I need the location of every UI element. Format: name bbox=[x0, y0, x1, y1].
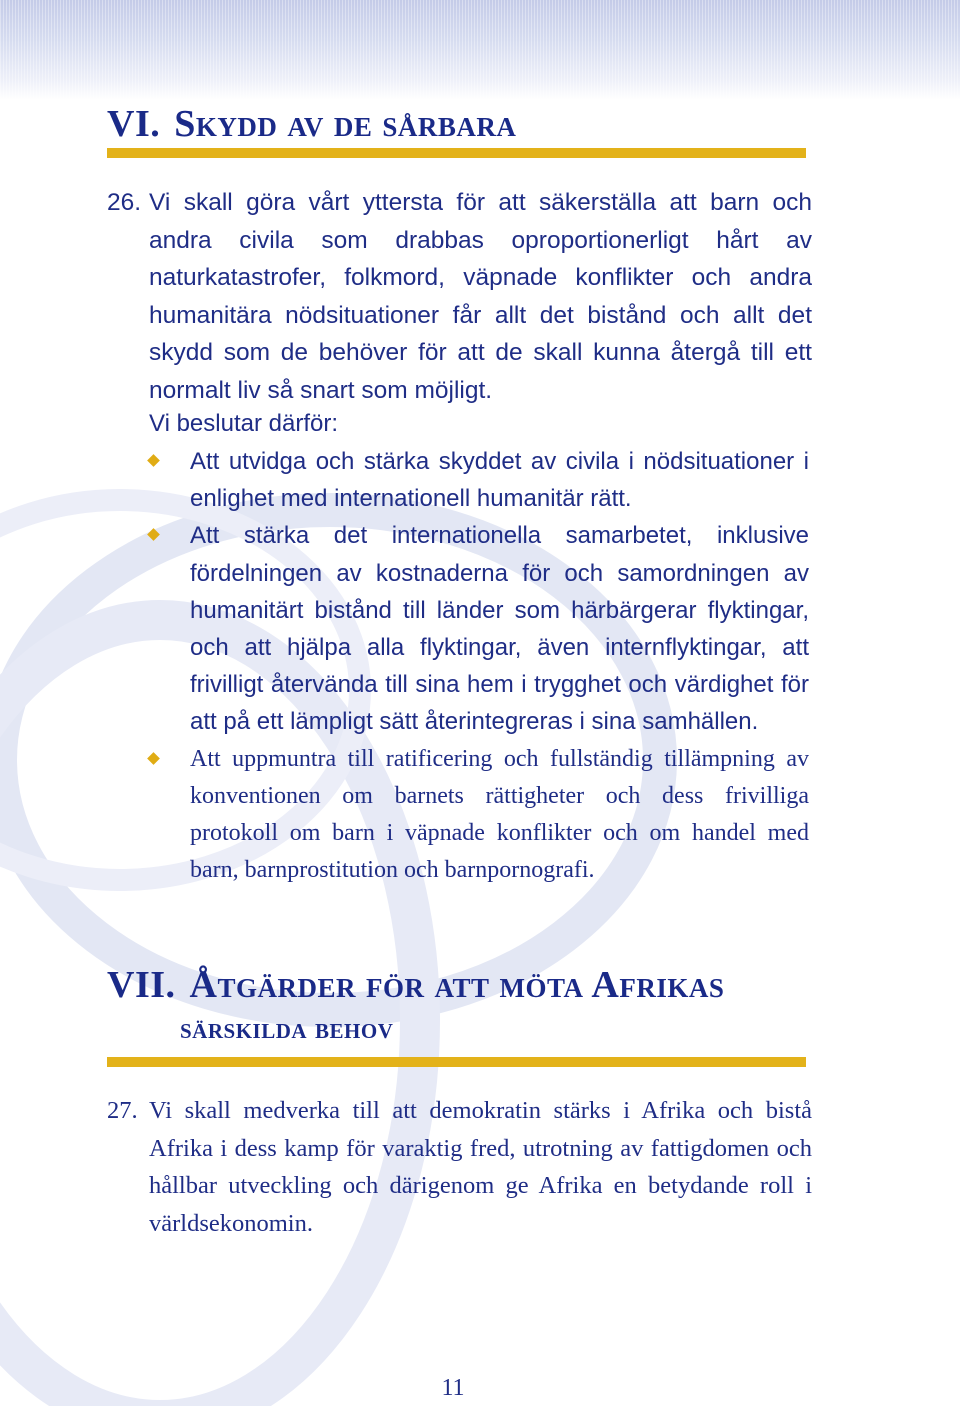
page-number: 11 bbox=[441, 1375, 465, 1401]
decision-bullet-list bbox=[149, 443, 809, 889]
diamond-bullet-icon bbox=[147, 529, 160, 542]
section-6-title: Skydd av de sårbara bbox=[174, 103, 517, 145]
section-7-title-line1: Åtgärder för att möta Afrikas bbox=[189, 964, 725, 1006]
bullet-item bbox=[149, 517, 809, 740]
paragraph-26 bbox=[107, 184, 812, 409]
section-7-heading-line2 bbox=[180, 1012, 393, 1046]
paragraph-27 bbox=[107, 1092, 812, 1242]
decision-intro: Vi beslutar därför: bbox=[149, 410, 338, 437]
diamond-bullet-icon bbox=[147, 752, 160, 765]
diamond-bullet-icon bbox=[147, 454, 160, 467]
section-6-heading bbox=[107, 102, 516, 146]
section-6-rule bbox=[107, 148, 806, 158]
bullet-item bbox=[149, 741, 809, 890]
paragraph-26-number: 26. bbox=[107, 189, 142, 216]
section-7-heading bbox=[107, 963, 724, 1007]
section-7-numeral: VII. bbox=[107, 964, 176, 1006]
section-7-rule bbox=[107, 1057, 806, 1067]
bullet-item bbox=[149, 443, 809, 517]
section-6-numeral: VI. bbox=[107, 103, 161, 145]
bullet-text: Att utvidga och stärka skyddet av civila i nödsituationer i enlighet med internationell humanitär rätt. bbox=[190, 448, 809, 513]
paragraph-26-text: Vi skall göra vårt yttersta för att säkerställa att barn och andra civila som drabbas oproportionerligt hårt av naturkatastrofer, folkmord, väpnade konflikter och andra humanitära nödsituationer får allt det bistånd och allt det skydd som de behöver för att de skall kunna återgå till ett normalt liv så snart som möjligt. bbox=[149, 189, 812, 404]
paragraph-27-text: Vi skall medverka till att demokratin stärks i Afrika och bistå Afrika i dess kamp för varaktig fred, utrotning av fattigdomen och hållbar utveckling och därigenom ge Afrika en betydande roll i världsekonomin. bbox=[149, 1097, 812, 1237]
bullet-text: Att stärka det internationella samarbetet, inklusive fördelningen av kostnaderna för och samordningen av humanitärt bistånd till länder som härbärgerar flyktingar, och att hjälpa alla flyktingar, även internflyktingar, att frivilligt återvända till sina hem i trygghet och värdighet för att på ett lämpligt sätt återintegreras i sina samhällen. bbox=[190, 522, 809, 736]
bullet-text: Att uppmuntra till ratificering och fullständig tillämpning av konventionen om barnets rättigheter och dess frivilliga protokoll om barn i väpnade konflikter och om handel med barn, barnprostitution och barnpornografi. bbox=[190, 745, 809, 884]
section-7-title-line2: särskilda behov bbox=[180, 1012, 394, 1045]
paragraph-27-number: 27. bbox=[107, 1097, 138, 1124]
